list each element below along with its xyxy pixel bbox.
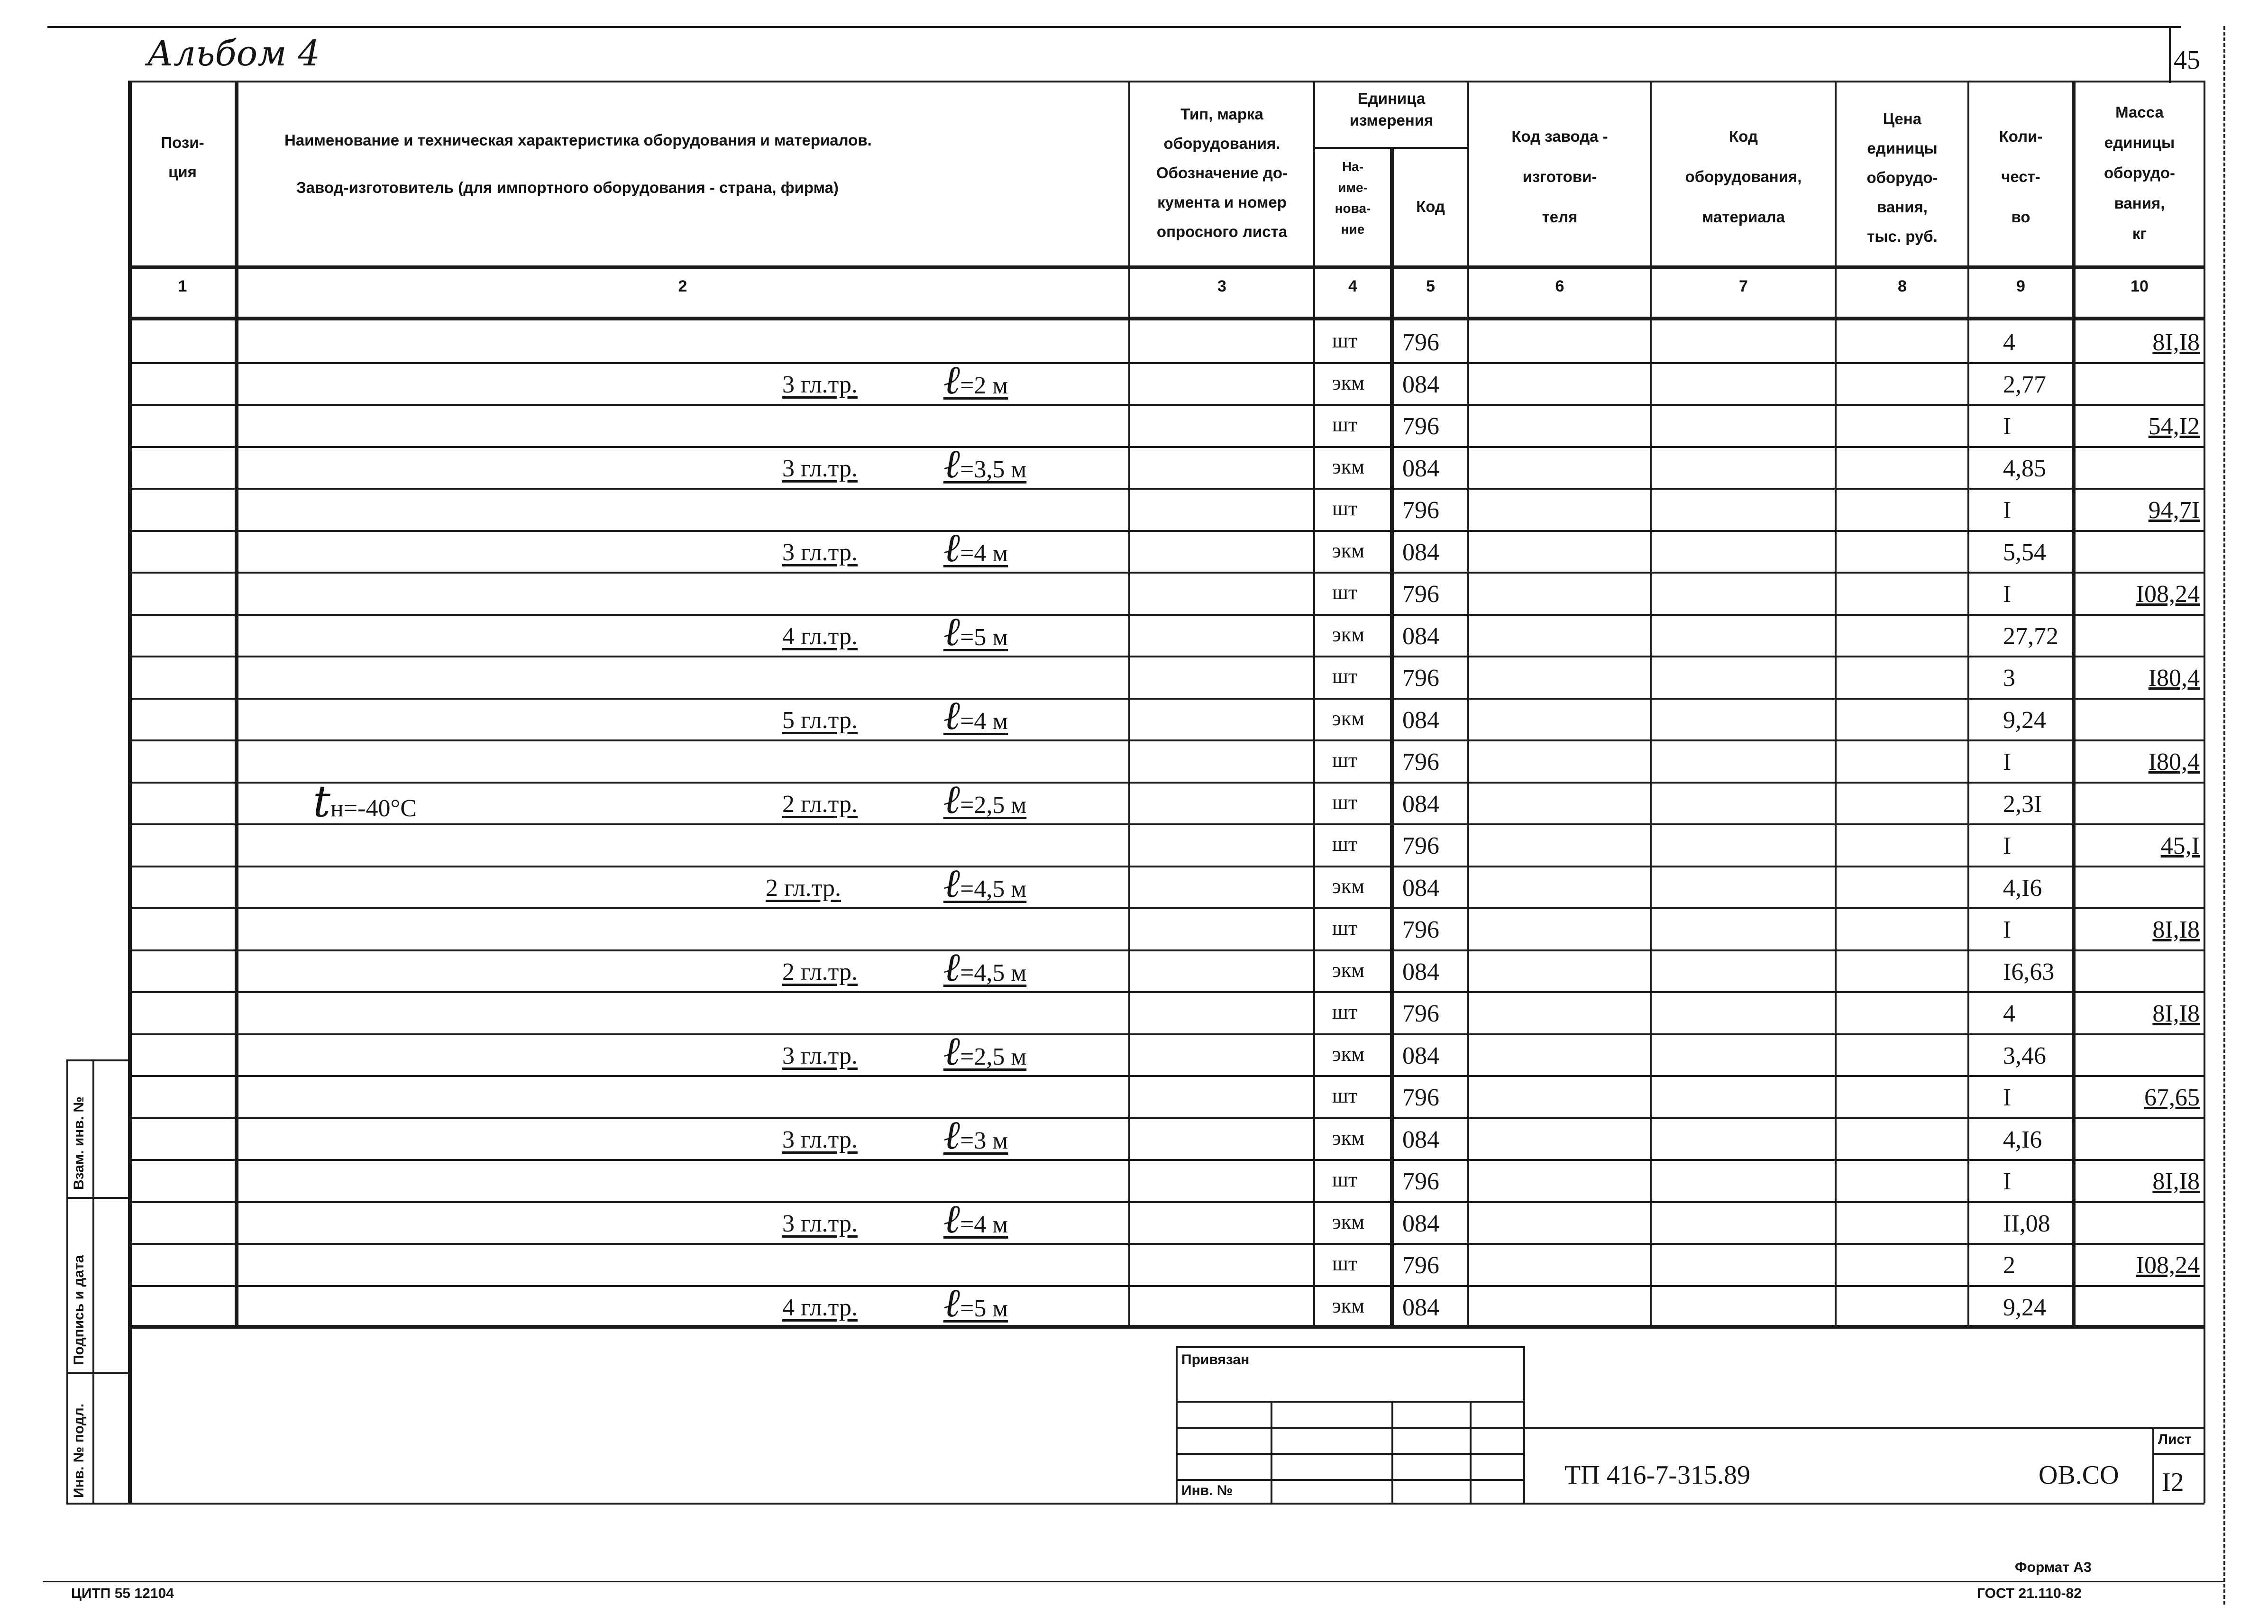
document-code: ТП 416-7-315.89	[1564, 1460, 1750, 1490]
col-line-6	[1650, 81, 1652, 1325]
row-code: 084	[1402, 875, 1439, 902]
row-description: 3 гл.тр.	[782, 455, 858, 482]
sheet-number-top: 45	[2174, 46, 2200, 75]
side-label-podpis: Подпись и дата	[71, 1255, 87, 1365]
side-strip-div1	[66, 1197, 128, 1199]
header-factory-code: Код завода - изготови- теля	[1511, 128, 1608, 226]
col-line-1	[235, 81, 238, 1325]
length-symbol-icon: ℓ	[943, 1279, 960, 1326]
row-length-value: =3 м	[960, 1127, 1008, 1154]
header-unit-name: На- име- нова- ние	[1335, 159, 1371, 237]
footer-gost: ГОСТ 21.110-82	[1977, 1586, 2082, 1601]
row-separator	[128, 739, 2204, 741]
row-separator	[128, 1327, 2204, 1329]
row-length	[943, 1279, 1008, 1326]
header-bottom	[128, 265, 2204, 269]
row-mass: 8I,I8	[2152, 1168, 2200, 1195]
footer-left: ЦИТП 55 12104	[71, 1586, 174, 1601]
row-description: 4 гл.тр.	[782, 1294, 858, 1321]
row-length	[943, 944, 1026, 991]
row-mass: 8I,I8	[2152, 916, 2200, 943]
row-code: 796	[1402, 1000, 1439, 1027]
row-separator	[128, 362, 2204, 364]
sheet-value: I2	[2162, 1468, 2184, 1497]
col-line-2	[1128, 81, 1130, 1325]
row-quantity: II,08	[2003, 1210, 2050, 1237]
row-length	[943, 608, 1008, 655]
row-quantity: 2	[2003, 1252, 2015, 1279]
row-quantity: 9,24	[2003, 707, 2046, 734]
row-quantity: 2,3I	[2003, 791, 2042, 818]
row-mass: I08,24	[2136, 581, 2200, 608]
length-symbol-icon: ℓ	[943, 1028, 960, 1074]
row-separator	[128, 614, 2204, 616]
row-separator	[128, 1243, 2204, 1245]
col-line-8	[1967, 81, 1969, 1325]
row-length-value: =4 м	[960, 708, 1008, 735]
row-length-value: =2,5 м	[960, 1043, 1027, 1070]
row-unit: экм	[1332, 875, 1365, 898]
row-unit: шт	[1332, 1084, 1358, 1107]
row-quantity: I	[2003, 1168, 2012, 1195]
stamp-row-line-4	[1176, 1479, 1524, 1481]
colnum-2: 2	[678, 277, 687, 295]
colnum-4: 4	[1348, 277, 1357, 295]
row-quantity: 4,I6	[2003, 1126, 2042, 1153]
row-quantity: I	[2003, 581, 2012, 608]
row-length-value: =4,5 м	[960, 876, 1027, 903]
row-unit: экм	[1332, 1042, 1365, 1066]
row-separator	[128, 488, 2204, 490]
row-separator	[128, 907, 2204, 909]
row-separator	[128, 1117, 2204, 1119]
row-unit: экм	[1332, 958, 1365, 982]
row-quantity: I	[2003, 916, 2012, 943]
header-name-line1: Наименование и техническая характеристика оборудования и материалов.	[284, 131, 872, 149]
length-symbol-icon: ℓ	[943, 1112, 960, 1158]
row-mass: 54,I2	[2148, 413, 2200, 440]
stamp-privyazan-label: Привязан	[1181, 1352, 1250, 1368]
side-label-vzam: Взам. инв. №	[71, 1096, 87, 1190]
row-separator	[128, 1159, 2204, 1161]
row-separator	[128, 1201, 2204, 1203]
row-description: 3 гл.тр.	[782, 371, 858, 398]
row-code: 084	[1402, 707, 1439, 734]
row-unit: экм	[1332, 539, 1365, 562]
row-length-value: =4,5 м	[960, 959, 1027, 986]
row-quantity: I	[2003, 832, 2012, 859]
stamp-row-line-1	[1176, 1401, 1524, 1403]
frame-bottom	[66, 1503, 2204, 1505]
row-quantity: 2,77	[2003, 371, 2046, 398]
row-code: 084	[1402, 1126, 1439, 1153]
row-length	[943, 1195, 1008, 1242]
row-code: 796	[1402, 832, 1439, 859]
row-quantity: 3	[2003, 665, 2015, 692]
colnum-10: 10	[2131, 277, 2149, 295]
footer-line	[43, 1581, 2223, 1582]
row-quantity: 9,24	[2003, 1294, 2046, 1321]
row-code: 084	[1402, 958, 1439, 985]
stamp-col-1	[1271, 1401, 1272, 1503]
stamp-col-3	[1470, 1401, 1472, 1503]
row-separator	[128, 991, 2204, 993]
row-unit: экм	[1332, 455, 1365, 478]
row-quantity: 3,46	[2003, 1042, 2046, 1069]
length-symbol-icon: ℓ	[943, 776, 960, 822]
col-line-4	[1390, 147, 1394, 1325]
row-mass: 45,I	[2160, 832, 2200, 859]
colnum-9: 9	[2016, 277, 2025, 295]
side-strip-top	[66, 1059, 128, 1061]
footer-format: Формат А3	[2015, 1560, 2092, 1575]
row-length-value: =4 м	[960, 1211, 1008, 1238]
row-separator	[128, 823, 2204, 825]
row-code: 796	[1402, 748, 1439, 776]
row-description: 4 гл.тр.	[782, 623, 858, 650]
colnum-6: 6	[1555, 277, 1564, 295]
header-name-line2: Завод-изготовитель (для импортного оборудования - страна, фирма)	[296, 179, 839, 196]
row-code: 084	[1402, 1210, 1439, 1237]
row-length	[943, 1112, 1008, 1159]
row-unit: шт	[1332, 748, 1358, 772]
col-line-5	[1467, 81, 1469, 1325]
row-code: 084	[1402, 791, 1439, 818]
length-symbol-icon: ℓ	[943, 860, 960, 906]
row-mass: I08,24	[2136, 1252, 2200, 1279]
row-quantity: I	[2003, 748, 2012, 776]
temperature-note	[313, 776, 417, 827]
length-symbol-icon: ℓ	[943, 944, 960, 990]
section-code: ОВ.СО	[2039, 1460, 2119, 1490]
header-equipment-code: Код оборудования, материала	[1685, 128, 1802, 226]
row-separator	[128, 572, 2204, 574]
row-mass: 67,65	[2144, 1084, 2200, 1111]
row-separator	[128, 446, 2204, 448]
side-strip-mid	[92, 1059, 94, 1503]
row-length-value: =4 м	[960, 540, 1008, 567]
colnum-5: 5	[1426, 277, 1435, 295]
header-position: Пози- ция	[161, 134, 204, 181]
side-strip-left	[66, 1059, 68, 1503]
row-length	[943, 776, 1026, 823]
row-description: 5 гл.тр.	[782, 707, 858, 734]
stamp-privyazan-top	[1176, 1346, 1524, 1348]
row-quantity: I	[2003, 1084, 2012, 1111]
row-code: 796	[1402, 1168, 1439, 1195]
row-quantity: 4	[2003, 1000, 2015, 1027]
row-code: 084	[1402, 1042, 1439, 1069]
length-symbol-icon: ℓ	[943, 608, 960, 655]
row-unit: шт	[1332, 665, 1358, 688]
header-quantity: Коли- чест- во	[1999, 128, 2043, 226]
colnum-1: 1	[178, 277, 187, 295]
row-unit: экм	[1332, 1294, 1365, 1317]
col-line-7	[1835, 81, 1837, 1325]
row-length	[943, 692, 1008, 739]
length-symbol-icon: ℓ	[943, 692, 960, 739]
row-mass: 94,7I	[2148, 497, 2200, 524]
right-frame-line	[2223, 26, 2225, 1605]
stamp-col-2	[1391, 1401, 1393, 1503]
row-separator	[128, 1075, 2204, 1077]
length-symbol-icon: ℓ	[943, 440, 960, 487]
stamp-row-line-3	[1176, 1453, 1524, 1455]
row-description: 2 гл.тр.	[766, 875, 841, 902]
unit-subheader-line	[1313, 147, 1467, 149]
side-strip-div2	[66, 1372, 128, 1374]
row-length	[943, 1028, 1026, 1075]
row-code: 796	[1402, 1084, 1439, 1111]
length-symbol-icon: ℓ	[943, 524, 960, 571]
row-description: 3 гл.тр.	[782, 1126, 858, 1153]
row-quantity: I	[2003, 497, 2012, 524]
row-separator	[128, 782, 2204, 784]
col-line-right	[2204, 81, 2205, 1503]
col-line-3	[1313, 81, 1315, 1325]
row-separator	[128, 404, 2204, 406]
row-length	[943, 524, 1008, 571]
row-code: 796	[1402, 581, 1439, 608]
row-code: 084	[1402, 623, 1439, 650]
row-code: 084	[1402, 455, 1439, 482]
row-separator	[128, 1033, 2204, 1035]
row-mass: I80,4	[2148, 748, 2200, 776]
row-length-value: =3,5 м	[960, 456, 1027, 483]
stamp-row-line-2	[1176, 1427, 1524, 1429]
row-unit: шт	[1332, 791, 1358, 814]
row-separator	[128, 530, 2204, 532]
row-code: 796	[1402, 497, 1439, 524]
header-unit-code: Код	[1416, 198, 1445, 215]
row-length	[943, 440, 1026, 487]
right-frame-top-line	[2169, 26, 2171, 83]
row-mass: 8I,I8	[2152, 329, 2200, 356]
temperature-symbol-icon: t	[313, 776, 330, 827]
row-unit: шт	[1332, 497, 1358, 520]
numbers-bottom	[128, 317, 2204, 320]
row-length	[943, 356, 1008, 403]
row-separator	[128, 1285, 2204, 1287]
row-unit: шт	[1332, 413, 1358, 436]
sheet-label: Лист	[2158, 1432, 2192, 1447]
header-type: Тип, марка оборудования. Обозначение до- кумента и номер опросного листа	[1156, 105, 1288, 240]
row-code: 084	[1402, 539, 1439, 566]
row-length-value: =5 м	[960, 624, 1008, 651]
row-unit: экм	[1332, 1210, 1365, 1233]
colnum-7: 7	[1739, 277, 1748, 295]
header-mass: Масса единицы оборудо- вания, кг	[2103, 103, 2176, 242]
length-symbol-icon: ℓ	[943, 1195, 960, 1242]
temperature-value: н=-40°С	[330, 795, 417, 822]
row-code: 796	[1402, 329, 1439, 356]
row-unit: шт	[1332, 581, 1358, 604]
row-unit: шт	[1332, 1252, 1358, 1275]
row-separator	[128, 866, 2204, 867]
table-top	[128, 81, 2204, 82]
row-quantity: I6,63	[2003, 958, 2055, 985]
row-quantity: I	[2003, 413, 2012, 440]
row-unit: шт	[1332, 916, 1358, 940]
row-code: 796	[1402, 413, 1439, 440]
row-mass: I80,4	[2148, 665, 2200, 692]
row-quantity: 27,72	[2003, 623, 2058, 650]
row-length-value: =5 м	[960, 1295, 1008, 1322]
row-unit: шт	[1332, 1168, 1358, 1191]
col-line-9	[2072, 81, 2076, 1325]
row-unit: экм	[1332, 707, 1365, 730]
row-unit: экм	[1332, 1126, 1365, 1150]
row-unit: экм	[1332, 371, 1365, 394]
colnum-8: 8	[1898, 277, 1907, 295]
row-description: 3 гл.тр.	[782, 539, 858, 566]
stamp-sheet-line	[2152, 1453, 2204, 1455]
row-code: 796	[1402, 916, 1439, 943]
row-separator	[128, 949, 2204, 951]
row-unit: шт	[1332, 832, 1358, 856]
stamp-main-top	[1523, 1427, 2204, 1429]
length-symbol-icon: ℓ	[943, 356, 960, 403]
row-quantity: 5,54	[2003, 539, 2046, 566]
row-quantity: 4,I6	[2003, 875, 2042, 902]
row-unit: шт	[1332, 329, 1358, 352]
row-length-value: =2 м	[960, 372, 1008, 399]
row-mass: 8I,I8	[2152, 1000, 2200, 1027]
row-length-value: =2,5 м	[960, 792, 1027, 819]
album-label: Альбом 4	[147, 33, 320, 74]
row-code: 084	[1402, 1294, 1439, 1321]
row-description: 2 гл.тр.	[782, 958, 858, 985]
row-description: 2 гл.тр.	[782, 791, 858, 818]
row-description: 3 гл.тр.	[782, 1210, 858, 1237]
row-length	[943, 860, 1026, 907]
row-code: 084	[1402, 371, 1439, 398]
row-code: 796	[1402, 665, 1439, 692]
colnum-3: 3	[1217, 277, 1226, 295]
row-separator	[128, 698, 2204, 700]
row-separator	[128, 656, 2204, 657]
row-code: 796	[1402, 1252, 1439, 1279]
header-unit-group: Единица измерения	[1349, 90, 1434, 129]
row-quantity: 4	[2003, 329, 2015, 356]
side-label-inv: Инв. № подл.	[71, 1403, 87, 1498]
row-description: 3 гл.тр.	[782, 1042, 858, 1069]
top-frame-line	[47, 26, 2181, 28]
header-price: Цена единицы оборудо- вания, тыс. руб.	[1866, 110, 1938, 245]
row-quantity: 4,85	[2003, 455, 2046, 482]
row-unit: шт	[1332, 1000, 1358, 1023]
stamp-inv-label: Инв. №	[1181, 1483, 1233, 1498]
stamp-sheet-left	[2152, 1427, 2154, 1503]
row-unit: экм	[1332, 623, 1365, 646]
